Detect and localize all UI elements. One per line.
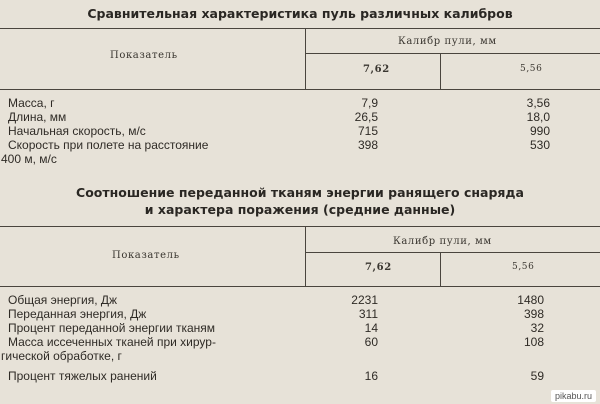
- table1-row-label-cont: 400 м, м/с: [1, 152, 57, 166]
- table2-row-label-cont: гической обработке, г: [1, 349, 122, 363]
- table2-title-line1: Соотношение переданной тканям энергии ранящего снаряда: [76, 185, 524, 200]
- table2-row-value-b: 59: [530, 369, 544, 383]
- table2-row-value-a: 16: [364, 369, 378, 383]
- table2-header-vrule: [305, 226, 306, 286]
- table1-col-a: 7,62: [363, 64, 390, 75]
- table1-row-label: Начальная скорость, м/с: [8, 124, 146, 138]
- table1-header-vrule: [305, 28, 306, 90]
- table1-row-value-a: 7,9: [361, 96, 378, 110]
- table1-col-b: 5,56: [520, 64, 543, 74]
- table1-row-value-b: 530: [529, 138, 550, 152]
- table2-col-caliber: Калибр пули, мм: [393, 236, 492, 247]
- table2-subheader-rule: [305, 252, 600, 253]
- table1-row-value-b: 18,0: [526, 110, 550, 124]
- table1-header-bottom-rule: [0, 89, 600, 90]
- table2-col-vrule: [440, 252, 441, 286]
- table2-row-value-a: 14: [364, 321, 378, 335]
- table1-row-label: Масса, г: [8, 96, 55, 110]
- table2-row-label: Общая энергия, Дж: [8, 293, 118, 307]
- table1-subheader-rule: [305, 53, 600, 54]
- table2-row-label: Переданная энергия, Дж: [8, 307, 147, 321]
- table2-title-line2: и характера поражения (средние данные): [144, 202, 456, 217]
- table2-col-b: 5,56: [512, 262, 535, 272]
- table1-row-value-a: 26,5: [354, 110, 378, 124]
- table1-row-value-b: 990: [529, 124, 550, 138]
- table2-row-value-b: 398: [523, 307, 544, 321]
- table1-title: Сравнительная характеристика пуль различных калибров: [87, 6, 513, 21]
- table1-row-value-a: 398: [357, 138, 378, 152]
- table1-row-label: Длина, мм: [8, 110, 67, 124]
- table2-row-value-a: 60: [364, 335, 378, 349]
- table1-col-indicator: Показатель: [110, 50, 178, 61]
- table2-row-value-a: 2231: [351, 293, 378, 307]
- table2-row-label: Процент переданной энергии тканям: [8, 321, 216, 335]
- table2-col-indicator: Показатель: [112, 250, 180, 261]
- table2-top-rule: [0, 226, 600, 227]
- table1-row-label: Скорость при полете на расстояние: [8, 138, 209, 152]
- table1-top-rule: [0, 28, 600, 29]
- table1-row-value-b: 3,56: [526, 96, 550, 110]
- table2-header-bottom-rule: [0, 286, 600, 287]
- watermark-badge: pikabu.ru: [551, 390, 596, 402]
- table2-row-value-a: 311: [358, 307, 378, 321]
- table2-row-value-b: 32: [530, 321, 544, 335]
- table1-col-caliber: Калибр пули, мм: [398, 36, 497, 47]
- table2-col-a: 7,62: [365, 262, 392, 273]
- table2-row-value-b: 108: [523, 335, 544, 349]
- table1-col-vrule: [440, 53, 441, 90]
- table1-row-value-a: 715: [357, 124, 378, 138]
- table2-row-label: Масса иссеченных тканей при хирур-: [8, 335, 216, 349]
- table2-row-label: Процент тяжелых ранений: [8, 369, 157, 383]
- table2-row-value-b: 1480: [517, 293, 544, 307]
